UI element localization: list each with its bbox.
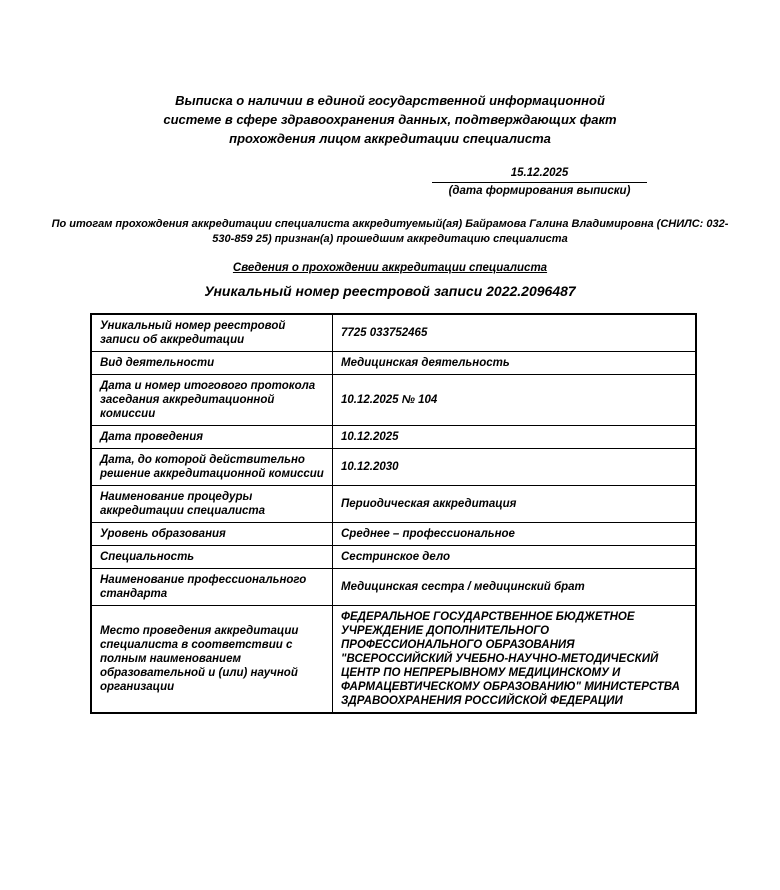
page-title-line-1: Выписка о наличии в единой государственной информационной xyxy=(175,93,605,108)
row-label: Наименование профессионального стандарта xyxy=(91,569,333,606)
row-label: Наименование процедуры аккредитации специалиста xyxy=(91,486,333,523)
table-row xyxy=(91,426,696,449)
table-row xyxy=(91,314,696,352)
table-row xyxy=(91,375,696,426)
accreditation-table xyxy=(90,313,697,714)
table-row xyxy=(91,523,696,546)
table-row xyxy=(91,352,696,375)
row-value: ФЕДЕРАЛЬНОЕ ГОСУДАРСТВЕННОЕ БЮДЖЕТНОЕ УЧРЕЖДЕНИЕ ДОПОЛНИТЕЛЬНОГО ПРОФЕССИОНАЛЬНОГО ОБРАЗОВАНИЯ "ВСЕРОССИЙСКИЙ УЧЕБНО-НАУЧНО-МЕТОДИЧЕСКИЙ ЦЕНТР ПО НЕПРЕРЫВНОМУ МЕДИЦИНСКОМУ И ФАРМАЦЕВТИЧЕСКОМУ ОБРАЗОВАНИЮ" МИНИСТЕРСТВА ЗДРАВООХРАНЕНИЯ РОССИЙСКОЙ ФЕДЕРАЦИИ xyxy=(333,606,697,714)
table-row xyxy=(91,569,696,606)
page-title xyxy=(90,91,690,148)
registry-number-heading: Уникальный номер реестровой записи 2022.2096487 xyxy=(204,283,576,299)
table-row xyxy=(91,546,696,569)
row-value: Сестринское дело xyxy=(333,546,697,569)
row-label: Уровень образования xyxy=(91,523,333,546)
row-value: 10.12.2025 № 104 xyxy=(333,375,697,426)
row-label: Дата проведения xyxy=(91,426,333,449)
table-row xyxy=(91,606,696,714)
accreditation-table-body xyxy=(91,314,696,713)
issue-date: 15.12.2025 xyxy=(432,167,647,183)
issue-date-caption: (дата формирования выписки) xyxy=(448,185,631,197)
row-label: Уникальный номер реестровой записи об аккредитации xyxy=(91,314,333,352)
row-value: Среднее – профессиональное xyxy=(333,523,697,546)
row-label: Дата, до которой действительно решение аккредитационной комиссии xyxy=(91,449,333,486)
row-value: Медицинская сестра / медицинский брат xyxy=(333,569,697,606)
row-label: Дата и номер итогового протокола заседания аккредитационной комиссии xyxy=(91,375,333,426)
issue-date-block xyxy=(432,167,647,197)
intro-paragraph: По итогам прохождения аккредитации специалиста аккредитуемый(ая) Байрамова Галина Владимировна (СНИЛС: 032-530-859 25) признан(а) прошедшим аккредитацию специалиста xyxy=(51,218,729,245)
row-value: 7725 033752465 xyxy=(333,314,697,352)
accreditation-table-container xyxy=(90,313,692,714)
table-row xyxy=(91,449,696,486)
row-label: Специальность xyxy=(91,546,333,569)
table-row xyxy=(91,486,696,523)
section-heading: Сведения о прохождении аккредитации специалиста xyxy=(232,262,548,274)
row-value: Периодическая аккредитация xyxy=(333,486,697,523)
row-label: Место проведения аккредитации специалиста в соответствии с полным наименованием образовательной и (или) научной организации xyxy=(91,606,333,714)
page-title-line-2: системе в сфере здравоохранения данных, подтверждающих факт xyxy=(163,112,617,127)
row-value: 10.12.2025 xyxy=(333,426,697,449)
row-value: 10.12.2030 xyxy=(333,449,697,486)
row-value: Медицинская деятельность xyxy=(333,352,697,375)
page-title-line-3: прохождения лицом аккредитации специалиста xyxy=(229,131,551,146)
row-label: Вид деятельности xyxy=(91,352,333,375)
